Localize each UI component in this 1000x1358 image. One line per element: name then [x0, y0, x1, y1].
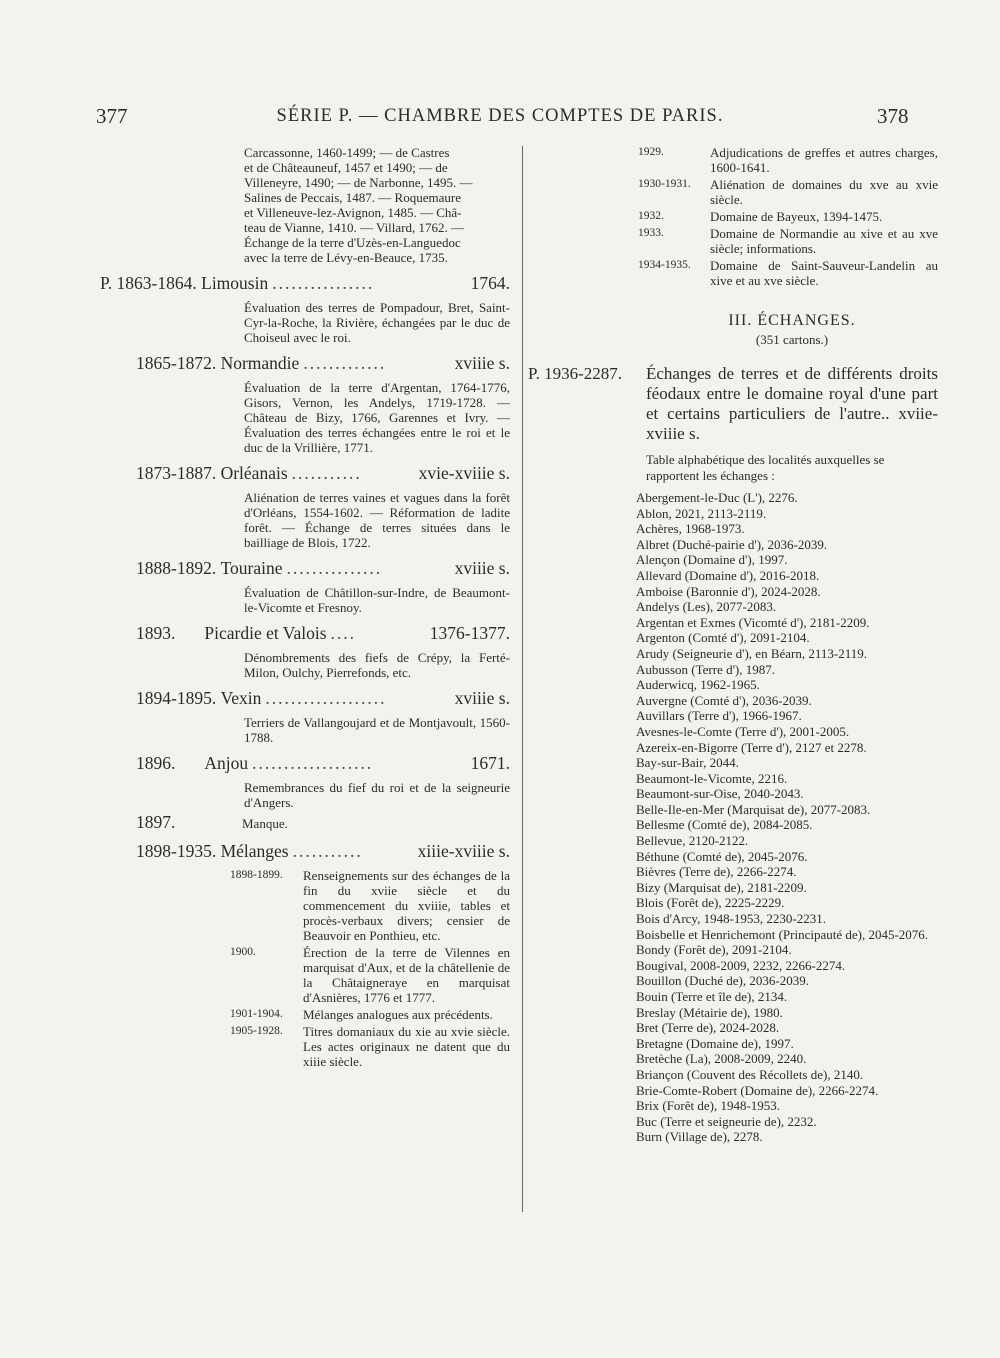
locality-item: Béthune (Comté de), 2045-2076. [636, 848, 808, 864]
entry-description: Dénombrements des fiefs de Crépy, la Ferté-Milon, Oulchy, Pierrefonds, etc. [244, 650, 510, 680]
leader-dots: ................ [272, 273, 375, 293]
text-line: Villeneyre, 1490; — de Narbonne, 1495. — [244, 175, 473, 190]
leader-dots: ............. [303, 353, 387, 373]
entry-date: 1376-1377. [429, 623, 510, 643]
leader-dots: .... [330, 623, 357, 643]
register-entry [100, 558, 510, 615]
entry-code: 1894-1895. [136, 688, 217, 708]
sub-text: Domaine de Bayeux, 1394-1475. [710, 209, 883, 224]
entry-description: Évaluation de la terre d'Argentan, 1764-1776, Gisors, Vernon, les Andelys, 1719-1728. — Château de Bizy, 1766, Garennes et Ivry. — Évaluation des terres échangées entre le roi et le duc de la Vrillière, 1771. [244, 380, 510, 455]
locality-item: Aubusson (Terre d'), 1987. [636, 661, 775, 677]
sub-range: 1934-1935. [638, 259, 691, 271]
leader-dots: ................... [265, 688, 387, 708]
sub-text: Aliénation de domaines du xve au xvie siècle. [710, 177, 938, 207]
entry-title: Picardie et Valois [204, 623, 327, 643]
locality-item: Achères, 1968-1973. [636, 521, 745, 537]
sub-range: 1932. [638, 210, 664, 222]
locality-item: Beaumont-sur-Oise, 2040-2043. [636, 786, 804, 802]
sub-entry [230, 1007, 510, 1022]
sub-range: 1905-1928. [230, 1025, 283, 1037]
text-line: et de Châteauneuf, 1457 et 1490; — de [244, 160, 448, 175]
locality-item: Blois (Forêt de), 2225-2229. [636, 895, 785, 911]
entry-date: xviiie s. [454, 558, 510, 578]
sub-range: 1900. [230, 946, 256, 958]
entry-date: xviiie s. [454, 353, 510, 373]
locality-item: Auvillars (Terre d'), 1966-1967. [636, 708, 802, 724]
sub-entry [230, 868, 510, 943]
locality-item: Bougival, 2008-2009, 2232, 2266-2274. [636, 957, 846, 973]
running-title: SÉRIE P. — CHAMBRE DES COMPTES DE PARIS. [276, 106, 724, 126]
locality-item: Bouillon (Duché de), 2036-2039. [636, 973, 809, 989]
locality-item: Boisbelle et Henrichemont (Principauté de), 2045-2076. [636, 926, 929, 942]
entry-title: Orléanais [220, 463, 288, 483]
sub-text: Érection de la terre de Vilennes en marquisat d'Aux, et de la châtellenie de la Châtaigneraye en marquisat d'Asnières, 1776 et 1777. [303, 945, 510, 1005]
locality-item: Buc (Terre et seigneurie de), 2232. [636, 1113, 817, 1129]
entry-description: Échanges de terres et de différents droits féodaux entre le domaine royal d'une part et certains particuliers de l'autre.. xviie-xviiie s. [646, 364, 938, 443]
locality-item: Bretagne (Domaine de), 1997. [636, 1035, 794, 1051]
sub-range: 1930-1931. [638, 178, 691, 190]
locality-item: Bret (Terre de), 2024-2028. [636, 1020, 780, 1036]
continued-list [528, 145, 938, 288]
locality-item: Bondy (Forêt de), 2091-2104. [636, 942, 792, 958]
locality-item: Amboise (Baronnie d'), 2024-2028. [636, 583, 821, 599]
entry-date: 1764. [470, 273, 510, 293]
locality-item: Andelys (Les), 2077-2083. [636, 599, 777, 615]
register-entry [100, 753, 510, 810]
locality-item: Belle-Ile-en-Mer (Marquisat de), 2077-2083. [636, 801, 871, 817]
locality-item: Burn (Village de), 2278. [636, 1129, 763, 1145]
register-entry [100, 463, 510, 550]
locality-item: Bièvres (Terre de), 2266-2274. [636, 864, 797, 880]
sub-range: 1901-1904. [230, 1008, 283, 1020]
locality-item: Bellevue, 2120-2122. [636, 833, 749, 849]
locality-item: Argentan et Exmes (Vicomté d'), 2181-2209. [636, 614, 870, 630]
page-number-right: 378 [877, 104, 909, 128]
locality-item: Argenton (Comté d'), 2091-2104. [636, 630, 810, 646]
entry-description: Terriers de Vallangoujard et de Montjavoult, 1560-1788. [244, 715, 510, 745]
register-entry [100, 688, 510, 745]
locality-item: Azereix-en-Bigorre (Terre d'), 2127 et 2278. [636, 739, 867, 755]
locality-item: Beaumont-le-Vicomte, 2216. [636, 770, 788, 786]
sub-text: Domaine de Normandie au xive et au xve siècle; informations. [710, 226, 938, 256]
locality-item: Bouin (Terre et île de), 2134. [636, 989, 788, 1004]
entry-title: Vexin [220, 688, 262, 708]
sub-range: 1933. [638, 227, 664, 239]
sub-entry [638, 258, 938, 288]
entry-date: xvie-xviiie s. [418, 463, 510, 483]
locality-item: Auderwicq, 1962-1965. [636, 677, 760, 693]
section-subtitle: (351 cartons.) [755, 332, 829, 347]
register-entry [100, 623, 510, 680]
locality-item: Allevard (Domaine d'), 2016-2018. [636, 567, 820, 583]
leader-dots: ............... [286, 558, 383, 578]
entry-date: 1671. [470, 753, 510, 773]
register-entry [100, 812, 510, 833]
series-entry [528, 364, 938, 444]
entry-code: 1897. [136, 812, 176, 832]
entry-description: Évaluation de Châtillon-sur-Indre, de Beaumont-le-Vicomte et Fresnoy. [244, 585, 510, 615]
locality-item: Abergement-le-Duc (L'), 2276. [636, 490, 798, 505]
sub-entry [638, 209, 938, 224]
entry-code: 1865-1872. [136, 353, 217, 373]
locality-item: Auvergne (Comté d'), 2036-2039. [636, 692, 812, 708]
continued-text [100, 145, 510, 265]
locality-item: Bay-sur-Bair, 2044. [636, 755, 739, 771]
sub-entry [638, 226, 938, 256]
locality-item: Ablon, 2021, 2113-2119. [636, 505, 767, 521]
locality-item: Breslay (Métairie de), 1980. [636, 1004, 783, 1020]
entry-title: Manque. [242, 816, 288, 831]
sub-text: Titres domaniaux du xie au xvie siècle. Les actes originaux ne datent que du xiiie siècle. [303, 1024, 510, 1069]
sub-entry [638, 177, 938, 207]
locality-item: Brie-Comte-Robert (Domaine de), 2266-2274. [636, 1082, 879, 1098]
sub-text: Adjudications de greffes et autres charges, 1600-1641. [710, 145, 938, 175]
sub-text: Renseignements sur des échanges de la fin du xviie siècle et du commencement du xviiie, tables et procès-verbaux divers; censier de Beauvoir en Ponthieu, etc. [303, 868, 510, 943]
entry-title: Normandie [220, 353, 300, 373]
locality-item: Albret (Duché-pairie d'), 2036-2039. [636, 536, 828, 552]
entry-code: 1893. [136, 623, 176, 643]
register-entry [100, 273, 510, 345]
melanges-list [100, 868, 510, 1069]
sub-entry [230, 945, 510, 1005]
entry-code: 1898-1935. [136, 841, 217, 861]
locality-item: Bois d'Arcy, 1948-1953, 2230-2231. [636, 911, 826, 927]
page-number-left: 377 [96, 104, 128, 128]
locality-item: Briançon (Couvent des Récollets de), 2140. [636, 1066, 864, 1082]
entry-title: Limousin [201, 273, 269, 293]
locality-item: Bretèche (La), 2008-2009, 2240. [636, 1051, 807, 1067]
sub-entry [230, 1024, 510, 1069]
text-line: et Villeneuve-lez-Avignon, 1485. — Châ- [244, 205, 462, 220]
column-divider [522, 146, 523, 1212]
text-line: avec la terre de Lévy-en-Beauce, 1735. [244, 250, 448, 265]
leader-dots: ................... [252, 753, 374, 773]
sub-entry [638, 145, 938, 175]
leader-dots: ........... [292, 841, 363, 861]
locality-item: Bellesme (Comté de), 2084-2085. [636, 817, 813, 833]
sub-range: 1929. [638, 146, 664, 158]
text-line: Échange de la terre d'Uzès-en-Languedoc [244, 235, 461, 250]
entry-code: 1896. [136, 753, 176, 773]
right-column [528, 145, 938, 1145]
locality-item: Arudy (Seigneurie d'), en Béarn, 2113-2119. [636, 645, 867, 661]
sub-range: 1898-1899. [230, 869, 283, 881]
locality-item: Avesnes-le-Comte (Terre d'), 2001-2005. [636, 723, 850, 739]
text-line: teau de Vianne, 1410. — Villard, 1762. — [244, 220, 465, 235]
entry-code: P. 1936-2287. [528, 364, 622, 383]
left-column [100, 145, 510, 1071]
entry-title: Mélanges [220, 841, 289, 861]
section-title: III. ÉCHANGES. [728, 312, 856, 329]
locality-item: Alençon (Domaine d'), 1997. [636, 552, 788, 568]
localities-list [528, 490, 938, 1145]
entry-code: 1873-1887. [136, 463, 217, 483]
register-entry [100, 841, 510, 862]
entry-description: Aliénation de terres vaines et vagues dans la forêt d'Orléans, 1554-1602. — Réformation de ladite forêt. — Échange de terres situées dans le bailliage de Blois, 1722. [244, 490, 510, 550]
table-intro: Table alphabétique des localités auxquelles se rapportent les échanges : [646, 452, 885, 483]
entry-code: 1888-1892. [136, 558, 217, 578]
locality-item: Bizy (Marquisat de), 2181-2209. [636, 879, 807, 895]
leader-dots: ........... [291, 463, 362, 483]
entry-description: Remembrances du fief du roi et de la seigneurie d'Angers. [244, 780, 510, 810]
entry-title: Touraine [220, 558, 283, 578]
text-line: Salines de Peccais, 1487. — Roquemaure [244, 190, 461, 205]
entry-date: xviiie s. [454, 688, 510, 708]
entry-code: P. 1863-1864. [100, 273, 197, 293]
register-entry [100, 353, 510, 455]
sub-text: Domaine de Saint-Sauveur-Landelin au xive et au xve siècle. [710, 258, 938, 288]
text-line: Carcassonne, 1460-1499; — de Castres [244, 145, 450, 160]
entry-description: Évaluation des terres de Pompadour, Bret, Saint-Cyr-la-Roche, la Rivière, échangées par le duc de Choiseul avec le roi. [244, 300, 510, 345]
locality-item: Brix (Forêt de), 1948-1953. [636, 1098, 781, 1114]
entry-date: xiiie-xviiie s. [417, 841, 510, 861]
entry-title: Anjou [204, 753, 249, 773]
sub-text: Mélanges analogues aux précédents. [303, 1007, 493, 1022]
